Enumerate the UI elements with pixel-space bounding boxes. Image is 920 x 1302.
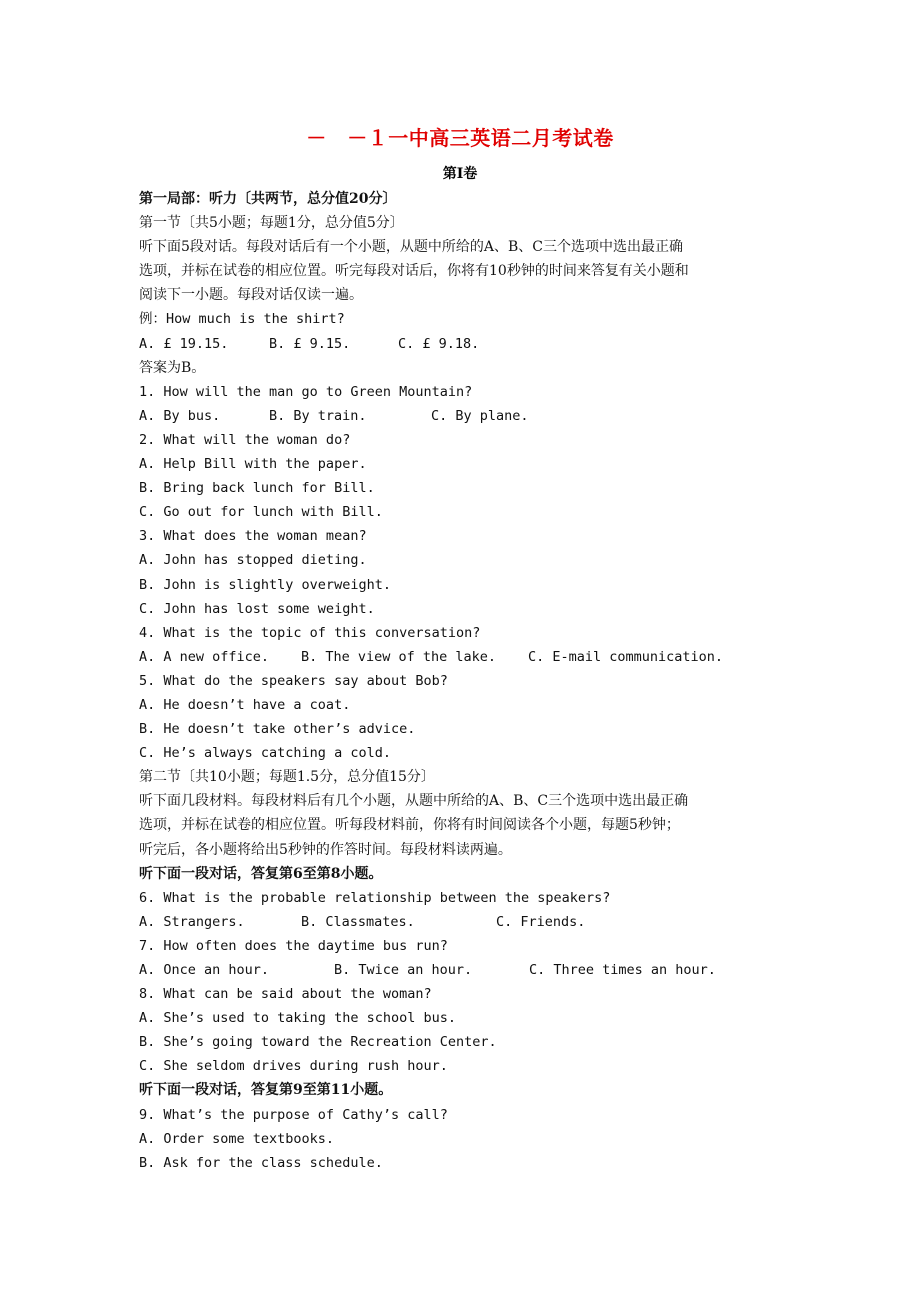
instruction-line: 选项，并标在试卷的相应位置。听完每段对话后，你将有10秒钟的时间来答复有关小题和 (139, 263, 689, 280)
option: C. She seldom drives during rush hour. (139, 1058, 448, 1075)
option: C. Go out for lunch with Bill. (139, 504, 383, 521)
part-heading: 第一局部：听力〔共两节，总分值20分〕 (139, 191, 397, 207)
question: 9. What’s the purpose of Cathy’s call? (139, 1106, 448, 1123)
question: 4. What is the topic of this conversation? (139, 624, 481, 641)
section-heading: 第一节〔共5小题；每题1分，总分值5分〕 (139, 215, 404, 232)
option: A. By bus. (139, 407, 221, 424)
option: A. Once an hour. (139, 962, 270, 978)
exam-content (139, 187, 789, 1175)
group-heading: 听下面一段对话，答复第6至第8小题。 (139, 865, 383, 882)
question: 8. What can be said about the woman? (139, 986, 432, 1003)
question-options (139, 958, 789, 982)
question-options (139, 910, 789, 934)
option: B. She’s going toward the Recreation Center. (139, 1034, 497, 1051)
option: B. He doesn’t take other’s advice. (139, 721, 416, 738)
option: A. Help Bill with the paper. (139, 456, 367, 473)
question-options (139, 645, 789, 669)
option: C. £ 9.18. (398, 335, 480, 352)
group-heading: 听下面一段对话，答复第9至第11小题。 (139, 1082, 393, 1099)
option: C. He’s always catching a cold. (139, 745, 391, 762)
option: A. John has stopped dieting. (139, 552, 367, 569)
option: B. The view of the lake. (301, 648, 497, 665)
question: 2. What will the woman do? (139, 431, 351, 448)
question: 7. How often does the daytime bus run? (139, 937, 448, 954)
option: B. Twice an hour. (334, 962, 473, 978)
option: A. Order some textbooks. (139, 1130, 335, 1147)
option: C. John has lost some weight. (139, 600, 375, 617)
option: B. John is slightly overweight. (139, 576, 391, 593)
instruction-line: 选项，并标在试卷的相应位置。听每段材料前，你将有时间阅读各个小题，每题5秒钟； (139, 817, 680, 834)
option: B. Classmates. (301, 913, 415, 930)
instruction-line: 听完后，各小题将给出5秒钟的作答时间。每段材料读两遍。 (139, 841, 512, 858)
volume-heading: 第Ⅰ卷 (442, 166, 478, 182)
question: 1. How will the man go to Green Mountain? (139, 383, 473, 400)
option: A. She’s used to taking the school bus. (139, 1010, 456, 1027)
example-question: 例：How much is the shirt? (139, 311, 345, 328)
question-options (139, 404, 789, 428)
option: C. Three times an hour. (529, 962, 716, 978)
option: A. He doesn’t have a coat. (139, 696, 351, 713)
option: B. Bring back lunch for Bill. (139, 480, 375, 497)
option: C. Friends. (496, 913, 586, 930)
instruction-line: 阅读下一小题。每段对话仅读一遍。 (139, 287, 363, 304)
option: A. Strangers. (139, 913, 245, 930)
example-answer: 答案为B。 (139, 359, 206, 376)
section-heading: 第二节〔共10小题；每题1.5分，总分值15分〕 (139, 769, 435, 786)
question: 3. What does the woman mean? (139, 528, 367, 545)
option: A. A new office. (139, 648, 270, 665)
exam-title: － －１一中高三英语二月考试卷 (306, 126, 614, 150)
option: B. Ask for the class schedule. (139, 1154, 383, 1171)
instruction-line: 听下面几段材料。每段材料后有几个小题，从题中所给的A、B、C三个选项中选出最正确 (139, 793, 689, 810)
instruction-line: 听下面5段对话。每段对话后有一个小题，从题中所给的A、B、C三个选项中选出最正确 (139, 239, 684, 256)
option: B. By train. (269, 407, 367, 424)
question: 6. What is the probable relationship between the speakers? (139, 889, 611, 906)
option: A. £ 19.15. (139, 335, 229, 352)
option: C. E-mail communication. (528, 648, 724, 665)
option: C. By plane. (431, 407, 529, 424)
question: 5. What do the speakers say about Bob? (139, 672, 448, 689)
example-options (139, 332, 789, 356)
option: B. £ 9.15. (269, 335, 351, 352)
